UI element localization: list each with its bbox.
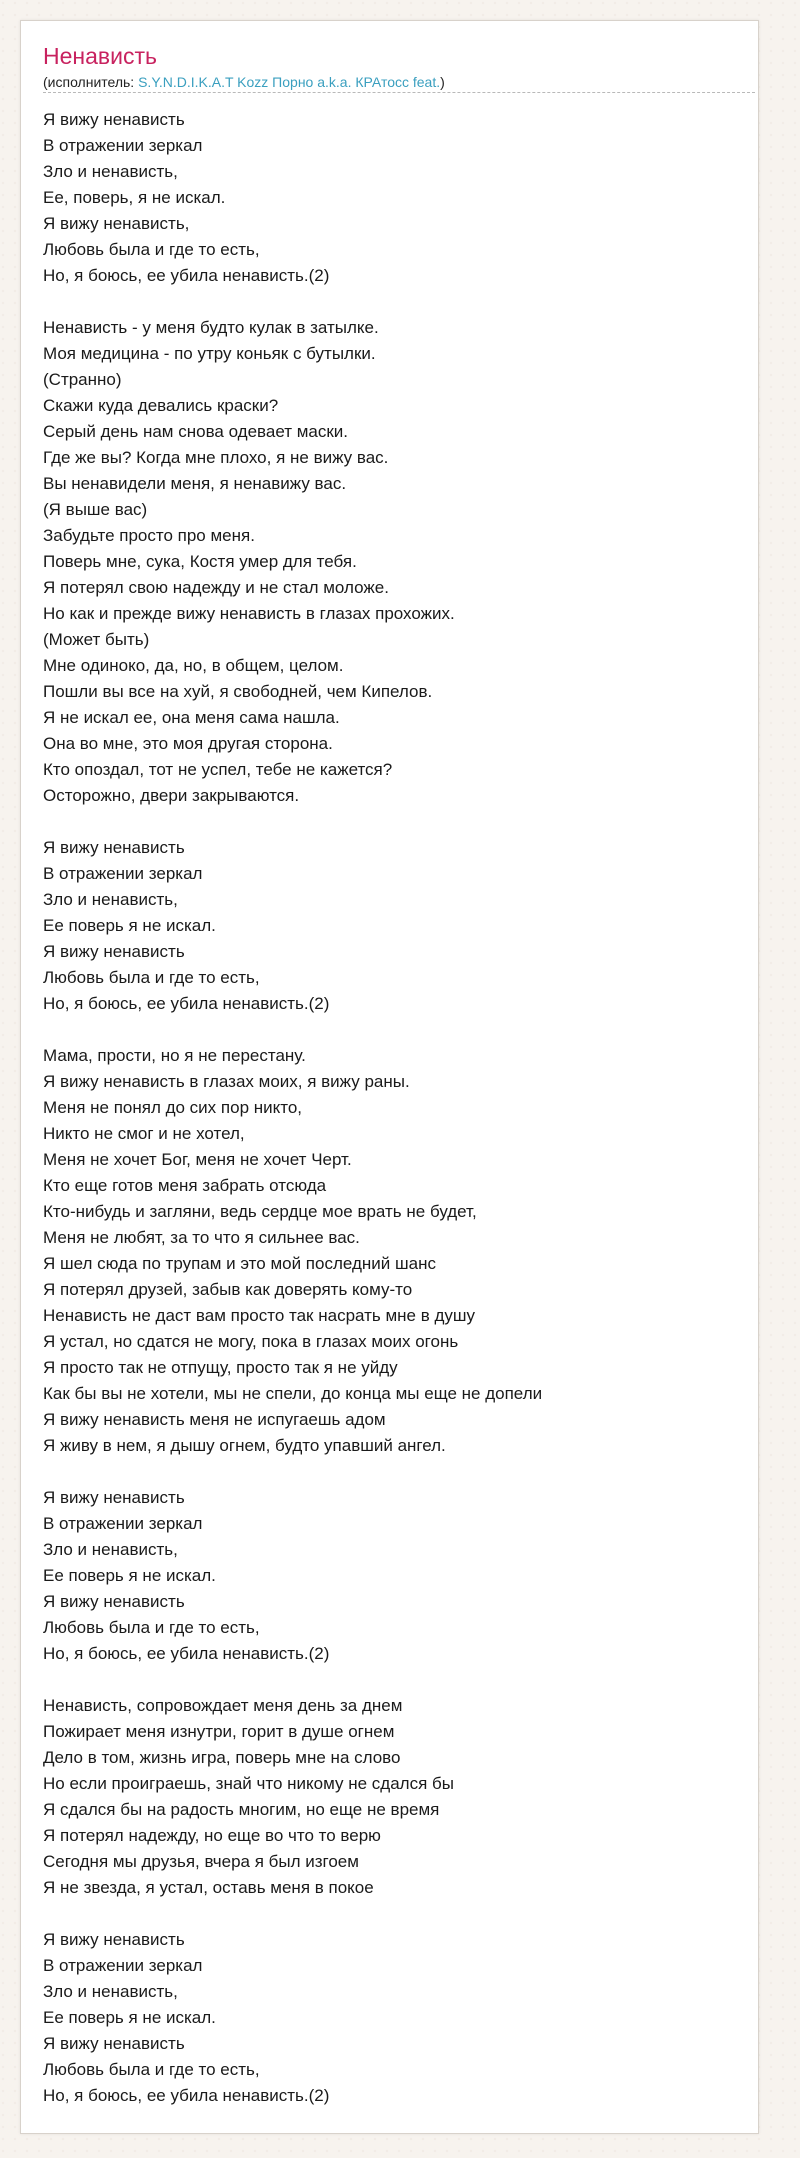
lyric-line: Я вижу ненависть [43, 1488, 185, 1507]
artist-link[interactable]: S.Y.N.D.I.K.A.T Kozz Порно a.k.a. КРАтосс feat. [138, 74, 441, 90]
lyric-line: Сегодня мы друзья, вчера я был изгоем [43, 1852, 359, 1871]
lyric-line: Я сдался бы на радость многим, но еще не время [43, 1800, 440, 1819]
lyric-line: Где же вы? Когда мне плохо, я не вижу вас. [43, 448, 389, 467]
lyric-line: Зло и ненависть, [43, 890, 178, 909]
lyric-line: Зло и ненависть, [43, 1540, 178, 1559]
lyric-line: (Странно) [43, 370, 122, 389]
lyric-line: Я вижу ненависть [43, 110, 185, 129]
lyric-line: Зло и ненависть, [43, 1982, 178, 2001]
lyric-line: Ее, поверь, я не искал. [43, 188, 226, 207]
lyric-line: Я потерял надежду, но еще во что то верю [43, 1826, 381, 1845]
lyric-blank-line [43, 289, 542, 315]
lyric-line: Но, я боюсь, ее убила ненависть.(2) [43, 994, 330, 1013]
lyric-line: Ненависть - у меня будто кулак в затылке. [43, 318, 379, 337]
lyric-line: Я вижу ненависть [43, 2034, 185, 2053]
lyric-blank-line [43, 1667, 542, 1693]
lyric-line: Любовь была и где то есть, [43, 968, 260, 987]
lyric-blank-line [43, 1017, 542, 1043]
lyric-line: Любовь была и где то есть, [43, 1618, 260, 1637]
lyric-line: Я вижу ненависть [43, 1592, 185, 1611]
lyric-blank-line [43, 809, 542, 835]
lyric-line: Но, я боюсь, ее убила ненависть.(2) [43, 266, 330, 285]
lyric-line: Дело в том, жизнь игра, поверь мне на слово [43, 1748, 401, 1767]
lyric-line: Зло и ненависть, [43, 162, 178, 181]
lyric-line: Я вижу ненависть в глазах моих, я вижу раны. [43, 1072, 410, 1091]
lyric-line: Меня не любят, за то что я сильнее вас. [43, 1228, 360, 1247]
lyric-line: Я вижу ненависть [43, 1930, 185, 1949]
lyric-line: Поверь мне, сука, Костя умер для тебя. [43, 552, 357, 571]
lyric-line: Моя медицина - по утру коньяк с бутылки. [43, 344, 376, 363]
lyric-line: Я вижу ненависть, [43, 214, 190, 233]
lyric-line: Любовь была и где то есть, [43, 240, 260, 259]
lyrics-body [43, 107, 542, 2109]
lyric-line: Кто опоздал, тот не успел, тебе не кажется? [43, 760, 393, 779]
lyric-line: Но, я боюсь, ее убила ненависть.(2) [43, 2086, 330, 2105]
header-divider [43, 92, 755, 93]
lyric-line: Ее поверь я не искал. [43, 2008, 216, 2027]
lyric-line: Меня не понял до сих пор никто, [43, 1098, 303, 1117]
lyric-line: В отражении зеркал [43, 1956, 203, 1975]
artist-prefix: (исполнитель: [43, 74, 139, 90]
lyric-line: Я шел сюда по трупам и это мой последний шанс [43, 1254, 436, 1273]
lyric-line: Любовь была и где то есть, [43, 2060, 260, 2079]
lyric-line: Я вижу ненависть [43, 838, 185, 857]
lyric-line: Ее поверь я не искал. [43, 916, 216, 935]
lyric-line: Никто не смог и не хотел, [43, 1124, 245, 1143]
lyric-blank-line [43, 1901, 542, 1927]
lyric-line: Ненависть не даст вам просто так насрать мне в душу [43, 1306, 476, 1325]
lyric-line: Мне одиноко, да, но, в общем, целом. [43, 656, 344, 675]
lyrics-card [20, 20, 759, 2134]
lyric-line: Я не звезда, я устал, оставь меня в покое [43, 1878, 374, 1897]
lyric-line: Пошли вы все на хуй, я свободней, чем Кипелов. [43, 682, 433, 701]
lyric-line: Как бы вы не хотели, мы не спели, до конца мы еще не допели [43, 1384, 543, 1403]
lyric-line: Я просто так не отпущу, просто так я не уйду [43, 1358, 398, 1377]
lyric-blank-line [43, 1459, 542, 1485]
song-title: Ненависть [43, 43, 157, 69]
lyric-line: Кто еще готов меня забрать отсюда [43, 1176, 327, 1195]
artist-line [43, 73, 445, 91]
lyric-line: Я потерял свою надежду и не стал моложе. [43, 578, 389, 597]
lyric-line: В отражении зеркал [43, 136, 203, 155]
lyric-line: Я не искал ее, она меня сама нашла. [43, 708, 340, 727]
lyric-line: Пожирает меня изнутри, горит в душе огнем [43, 1722, 395, 1741]
lyric-line: Я вижу ненависть [43, 942, 185, 961]
lyric-line: Но как и прежде вижу ненависть в глазах прохожих. [43, 604, 455, 623]
artist-suffix: ) [440, 74, 445, 90]
lyric-line: Но, я боюсь, ее убила ненависть.(2) [43, 1644, 330, 1663]
lyric-line: Вы ненавидели меня, я ненавижу вас. [43, 474, 347, 493]
lyric-line: Меня не хочет Бог, меня не хочет Черт. [43, 1150, 352, 1169]
lyric-line: Мама, прости, но я не перестану. [43, 1046, 306, 1065]
lyric-line: Она во мне, это моя другая сторона. [43, 734, 333, 753]
lyric-line: В отражении зеркал [43, 864, 203, 883]
lyric-line: Серый день нам снова одевает маски. [43, 422, 349, 441]
lyric-line: В отражении зеркал [43, 1514, 203, 1533]
lyric-line: Кто-нибудь и загляни, ведь сердце мое врать не будет, [43, 1202, 477, 1221]
lyric-line: Я вижу ненависть меня не испугаешь адом [43, 1410, 386, 1429]
lyric-line: Забудьте просто про меня. [43, 526, 255, 545]
lyric-line: Осторожно, двери закрываются. [43, 786, 300, 805]
lyric-line: Но если проиграешь, знай что никому не сдался бы [43, 1774, 454, 1793]
lyric-line: Ненависть, сопровождает меня день за днем [43, 1696, 403, 1715]
lyric-line: Я устал, но сдатся не могу, пока в глазах моих огонь [43, 1332, 459, 1351]
lyric-line: Ее поверь я не искал. [43, 1566, 216, 1585]
lyric-line: Я потерял друзей, забыв как доверять кому-то [43, 1280, 413, 1299]
lyric-line: Скажи куда девались краски? [43, 396, 279, 415]
lyric-line: (Может быть) [43, 630, 150, 649]
lyric-line: (Я выше вас) [43, 500, 148, 519]
lyric-line: Я живу в нем, я дышу огнем, будто упавший ангел. [43, 1436, 446, 1455]
